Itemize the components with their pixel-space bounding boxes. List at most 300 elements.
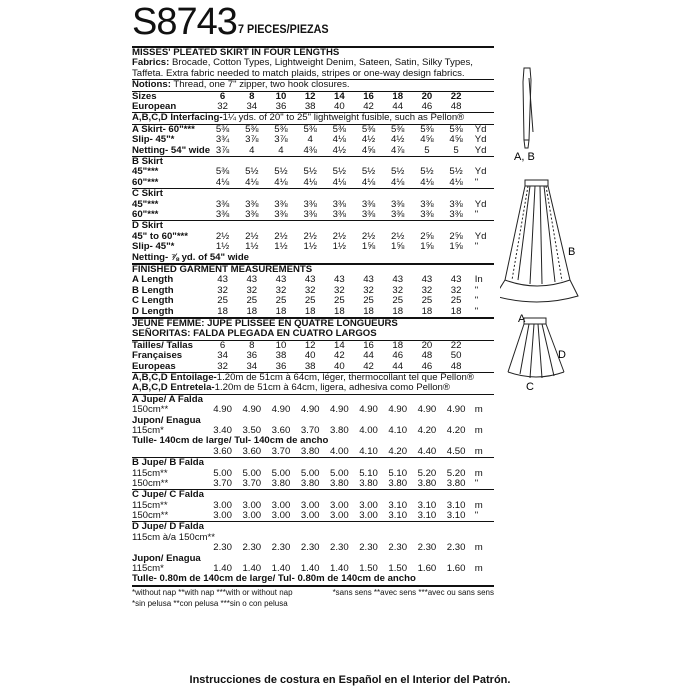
value-cell: 4.90 bbox=[242, 404, 262, 416]
table-row bbox=[132, 146, 494, 156]
value-cell: 48 bbox=[450, 101, 462, 113]
value-cell: 34 bbox=[217, 350, 228, 362]
value-cell: 3⅜ bbox=[420, 208, 434, 220]
unit-cell: m bbox=[474, 467, 483, 479]
unit-cell: m bbox=[474, 445, 483, 457]
value-cell: 3.00 bbox=[271, 499, 291, 511]
value-cell: 5.00 bbox=[330, 467, 349, 479]
value-cell: 3.80 bbox=[388, 477, 408, 489]
unit-cell: Yd bbox=[474, 166, 487, 178]
value-cell: 4.10 bbox=[359, 445, 378, 457]
label-c: C bbox=[526, 381, 534, 390]
a-jupe-section: A Jupe/ A Falda 150cm** 4.90 4.90 4.90 4.90 4.90 4.90 4.90 4.90 4.90 m Jupon/ Enagua 115cm* 3.40 3.50 3.60 3.70 3.80 4.00 4.10 4.20 4.20 m Tulle- 140cm de large/ Tul- 140cm de ancho 3.60 3.60 3.70 3.80 4.00 4.10 4.20 4.40 4.50 m bbox=[132, 395, 494, 457]
value-cell: 25 bbox=[304, 295, 316, 307]
value-cell: 3⅜ bbox=[303, 198, 317, 210]
value-cell: 2.30 bbox=[242, 542, 262, 554]
value-cell: 44 bbox=[392, 360, 404, 372]
table-row bbox=[132, 210, 494, 220]
value-cell: 4.90 bbox=[271, 404, 291, 416]
finished-measurements bbox=[132, 275, 494, 317]
c-jupe-section: C Jupe/ C Falda 115cm** 3.00 3.00 3.00 3.00 3.00 3.00 3.10 3.10 3.10 m 150cm** 3.00 3.00 3.00 3.00 3.00 3.00 3.10 3.10 3.10 " bbox=[132, 490, 494, 521]
francaises-row bbox=[132, 351, 494, 361]
value-cell: 3⅜ bbox=[449, 208, 463, 220]
value-cell: 18 bbox=[304, 305, 316, 317]
value-cell: 3.70 bbox=[271, 445, 291, 457]
value-cell: 5⅜ bbox=[274, 123, 288, 135]
value-cell: 40 bbox=[304, 350, 316, 362]
table-row bbox=[132, 479, 494, 489]
table-row bbox=[132, 564, 494, 574]
unit-cell: " bbox=[474, 295, 479, 307]
unit-cell: " bbox=[474, 241, 479, 253]
table-row bbox=[132, 511, 494, 521]
long-skirt-illustration bbox=[500, 180, 578, 302]
unit-cell: " bbox=[474, 305, 479, 317]
value-cell: 32 bbox=[217, 360, 228, 372]
value-cell: 25 bbox=[450, 295, 462, 307]
row-label: 45"*** bbox=[132, 198, 159, 210]
value-cell: 18 bbox=[246, 305, 258, 317]
notions-text: Thread, one 7" zipper, two hook closures. bbox=[173, 79, 350, 91]
value-cell: 46 bbox=[421, 101, 433, 113]
value-cell: 4⅛ bbox=[391, 176, 405, 188]
d-jupon-rows bbox=[132, 564, 494, 574]
spanish-instructions-note: Instrucciones de costura en Español en el Interior del Patrón. bbox=[189, 674, 511, 686]
pieces-count: 7 PIECES/PIEZAS bbox=[238, 22, 329, 36]
value-cell: 4⅛ bbox=[215, 176, 230, 188]
table-row bbox=[132, 405, 494, 415]
value-cell: 3.80 bbox=[417, 477, 437, 489]
value-cell: 4 bbox=[307, 134, 313, 146]
value-cell: 1⅝ bbox=[449, 241, 463, 253]
value-cell: 3⅜ bbox=[215, 198, 230, 210]
value-cell: 43 bbox=[217, 274, 228, 286]
value-cell: 3⅜ bbox=[361, 198, 376, 210]
unit-cell bbox=[471, 362, 489, 372]
value-cell: 20 bbox=[421, 339, 433, 351]
value-cell: 3.00 bbox=[242, 499, 262, 511]
value-cell: 4⅛ bbox=[420, 176, 434, 188]
unit-cell bbox=[471, 92, 489, 102]
footnotes: *without nap **with nap ***with or without nap *sans sens **avec sens ***avec ou sans sens bbox=[132, 587, 494, 597]
unit-cell: " bbox=[474, 176, 479, 188]
value-cell: 43 bbox=[246, 274, 258, 286]
value-cell: 1½ bbox=[332, 241, 347, 253]
value-cell: 2.30 bbox=[330, 542, 349, 554]
value-cell: 43 bbox=[450, 274, 462, 286]
value-cell: 3.00 bbox=[213, 499, 232, 511]
value-cell: 1.40 bbox=[213, 563, 232, 575]
value-cell: 4½ bbox=[391, 134, 405, 146]
unit-cell: Yd bbox=[474, 134, 487, 146]
row-label: Europeas bbox=[132, 360, 176, 372]
value-cell: 14 bbox=[334, 90, 345, 102]
value-cell: 4.00 bbox=[330, 445, 349, 457]
unit-cell: m bbox=[474, 499, 483, 511]
value-cell: 1.50 bbox=[388, 563, 408, 575]
unit-cell: Yd bbox=[474, 230, 487, 242]
value-cell: 2.30 bbox=[417, 542, 437, 554]
value-cell: 5⅜ bbox=[215, 166, 230, 178]
value-cell: 32 bbox=[275, 284, 287, 296]
value-cell: 4⅛ bbox=[274, 176, 288, 188]
value-cell: 1.60 bbox=[417, 563, 437, 575]
value-cell: 3⅞ bbox=[215, 144, 230, 156]
value-cell: 2.30 bbox=[359, 542, 378, 554]
value-cell: 14 bbox=[334, 339, 345, 351]
value-cell: 12 bbox=[304, 339, 316, 351]
value-cell: 32 bbox=[304, 284, 316, 296]
value-cell: 4½ bbox=[361, 134, 376, 146]
value-cell: 32 bbox=[217, 284, 228, 296]
row-label: 150cm** bbox=[132, 510, 169, 522]
row-label: B Length bbox=[132, 284, 174, 296]
unit-cell: m bbox=[474, 404, 483, 416]
row-label: 45" to 60"*** bbox=[132, 230, 189, 242]
value-cell: 38 bbox=[304, 360, 316, 372]
unit-cell: Yd bbox=[474, 123, 487, 135]
value-cell: 4⅛ bbox=[245, 176, 259, 188]
interfacing-text: 1¼ yds. of 20" to 25" lightweight fusible, such as Pellon® bbox=[222, 113, 465, 124]
value-cell: 3.50 bbox=[242, 424, 262, 436]
b-jupe-section: B Jupe/ B Falda 115cm** 5.00 5.00 5.00 5.00 5.00 5.10 5.10 5.20 5.20 m 150cm** 3.70 3.70 3.80 3.80 3.80 3.80 3.80 3.80 3.80 " bbox=[132, 458, 494, 489]
value-cell: 44 bbox=[392, 101, 404, 113]
value-cell: 3.80 bbox=[300, 477, 320, 489]
value-cell: 32 bbox=[217, 101, 228, 113]
value-cell: 43 bbox=[275, 274, 287, 286]
value-cell: 3.80 bbox=[359, 477, 378, 489]
value-cell: 3⅜ bbox=[332, 208, 347, 220]
value-cell: 4½ bbox=[332, 144, 347, 156]
value-cell: 8 bbox=[249, 339, 255, 351]
value-cell: 3.00 bbox=[213, 510, 232, 522]
value-cell: 5½ bbox=[303, 166, 317, 178]
value-cell: 10 bbox=[275, 339, 287, 351]
value-cell: 5⅜ bbox=[245, 123, 259, 135]
fabrics-text: Brocade, Cotton Types, Lightweight Denim, Sateen, Satin, Silky Types, Taffeta. Extra fabric needed to match plaids, stripes or one-way design fabrics. bbox=[132, 57, 473, 79]
value-cell: 2½ bbox=[332, 230, 347, 242]
row-label: C Length bbox=[132, 295, 174, 307]
value-cell: 32 bbox=[450, 284, 462, 296]
value-cell: 5⅜ bbox=[215, 123, 230, 135]
value-cell: 50 bbox=[450, 350, 462, 362]
european-row bbox=[132, 102, 494, 112]
value-cell: 18 bbox=[217, 305, 228, 317]
value-cell: 1½ bbox=[274, 241, 288, 253]
value-cell: 5.00 bbox=[242, 467, 262, 479]
value-cell: 5.10 bbox=[388, 467, 408, 479]
value-cell: 3.60 bbox=[242, 445, 262, 457]
row-label: 150cm** bbox=[132, 404, 169, 416]
value-cell: 2⅝ bbox=[420, 230, 434, 242]
value-cell: 2½ bbox=[245, 230, 259, 242]
value-cell: 5½ bbox=[391, 166, 405, 178]
notions-block: Notions: Thread, one 7" zipper, two hook closures. bbox=[132, 79, 350, 91]
value-cell: 18 bbox=[392, 339, 404, 351]
section-title: B Skirt bbox=[132, 155, 163, 167]
value-cell: 3.10 bbox=[446, 510, 466, 522]
value-cell: 1.40 bbox=[242, 563, 262, 575]
value-cell: 4⅞ bbox=[391, 144, 405, 156]
row-label: Slip- 45"* bbox=[132, 134, 175, 146]
value-cell: 36 bbox=[275, 101, 287, 113]
row-label: Tailles/ Tallas bbox=[132, 339, 193, 351]
value-cell: 16 bbox=[363, 90, 374, 102]
value-cell: 2½ bbox=[391, 230, 405, 242]
value-cell: 3.00 bbox=[330, 510, 349, 522]
value-cell: 4⅜ bbox=[303, 144, 317, 156]
value-cell: 3⅜ bbox=[332, 198, 347, 210]
value-cell: 44 bbox=[363, 350, 374, 362]
value-cell: 3⅜ bbox=[391, 198, 405, 210]
value-cell: 5.10 bbox=[359, 467, 378, 479]
value-cell: 43 bbox=[363, 274, 374, 286]
value-cell: 42 bbox=[363, 101, 374, 113]
value-cell: 4.20 bbox=[388, 445, 408, 457]
value-cell: 5.00 bbox=[300, 467, 320, 479]
value-cell: 32 bbox=[421, 284, 433, 296]
value-cell: 5⅜ bbox=[361, 123, 376, 135]
value-cell: 3.10 bbox=[388, 510, 408, 522]
value-cell: 4⅛ bbox=[449, 176, 463, 188]
row-label: A Skirt- 60"*** bbox=[132, 123, 195, 135]
value-cell: 18 bbox=[392, 90, 404, 102]
value-cell: 1.40 bbox=[300, 563, 320, 575]
value-cell: 18 bbox=[450, 305, 462, 317]
unit-cell: m bbox=[474, 424, 483, 436]
value-cell: 18 bbox=[275, 305, 287, 317]
value-cell: 22 bbox=[450, 339, 462, 351]
value-cell: 3.70 bbox=[242, 477, 262, 489]
value-cell: 4⅝ bbox=[420, 134, 434, 146]
value-cell: 5½ bbox=[332, 166, 347, 178]
value-cell: 3.80 bbox=[300, 445, 320, 457]
value-cell: 4.10 bbox=[388, 424, 408, 436]
value-cell: 3⅜ bbox=[274, 198, 288, 210]
table-row bbox=[132, 447, 494, 457]
row-label: 60"*** bbox=[132, 208, 159, 220]
value-cell: 3⅜ bbox=[245, 208, 259, 220]
value-cell: 32 bbox=[392, 284, 404, 296]
row-label: Slip- 45"* bbox=[132, 241, 175, 253]
value-cell: 3⅜ bbox=[361, 208, 376, 220]
value-cell: 1½ bbox=[215, 241, 230, 253]
value-cell: 4.00 bbox=[359, 424, 378, 436]
english-title: MISSES' PLEATED SKIRT IN FOUR LENGTHS bbox=[132, 47, 340, 58]
value-cell: 2½ bbox=[303, 230, 317, 242]
value-cell: 42 bbox=[363, 360, 374, 372]
value-cell: 5⅜ bbox=[303, 123, 317, 135]
row-label: 115cm** bbox=[132, 499, 168, 511]
value-cell: 25 bbox=[363, 295, 374, 307]
value-cell: 3⅜ bbox=[449, 198, 463, 210]
row-label: D Length bbox=[132, 305, 174, 317]
value-cell: 1⅝ bbox=[420, 241, 434, 253]
d-jupe-section: D Jupe/ D Falda 115cm à/a 150cm** 2.30 2.30 2.30 2.30 2.30 2.30 2.30 2.30 2.30 m Jupon/ Enagua 115cm* 1.40 1.40 1.40 1.40 1.40 1.50 1.50 1.60 1.60 m Tulle- 0.80m de 140cm de large/ Tul- 0.80m de 140cm de ancho bbox=[132, 522, 494, 584]
value-cell: 43 bbox=[392, 274, 404, 286]
value-cell: 4.90 bbox=[446, 404, 466, 416]
unit-cell: " bbox=[474, 510, 479, 522]
value-cell: 4.20 bbox=[417, 424, 437, 436]
value-cell: 32 bbox=[363, 284, 374, 296]
value-cell: 40 bbox=[334, 101, 345, 113]
value-cell: 3.80 bbox=[271, 477, 291, 489]
value-cell: 32 bbox=[334, 284, 345, 296]
value-cell: 3⅜ bbox=[274, 208, 288, 220]
label-a: A bbox=[518, 313, 526, 325]
table-row bbox=[132, 426, 494, 436]
row-label: Netting- 54" wide bbox=[132, 144, 211, 156]
value-cell: 2.30 bbox=[213, 542, 232, 554]
table-row bbox=[132, 178, 494, 188]
value-cell: 25 bbox=[246, 295, 258, 307]
table-row bbox=[132, 242, 494, 252]
value-cell: 3.60 bbox=[271, 424, 291, 436]
value-cell: 18 bbox=[392, 305, 404, 317]
table-row bbox=[132, 307, 494, 317]
c-skirt-section bbox=[132, 189, 494, 220]
table-row bbox=[132, 125, 494, 135]
row-label: Françaises bbox=[132, 350, 183, 362]
value-cell: 18 bbox=[334, 305, 345, 317]
value-cell: 6 bbox=[219, 339, 226, 351]
interfacing-label: A,B,C,D Interfacing- bbox=[132, 113, 223, 124]
c-jupe-rows bbox=[132, 501, 494, 522]
row-label: 115cm* bbox=[132, 563, 164, 575]
value-cell: 3.80 bbox=[446, 477, 466, 489]
value-cell: 3⅞ bbox=[274, 134, 288, 146]
value-cell: 10 bbox=[275, 90, 287, 102]
europeas-row bbox=[132, 362, 494, 372]
d-skirt-section bbox=[132, 221, 494, 252]
value-cell: 25 bbox=[392, 295, 404, 307]
value-cell: 4.20 bbox=[446, 424, 466, 436]
value-cell: 5½ bbox=[420, 166, 434, 178]
value-cell: 4.90 bbox=[300, 404, 320, 416]
value-cell: 1.40 bbox=[271, 563, 291, 575]
row-label: 60"*** bbox=[132, 176, 159, 188]
unit-cell: In bbox=[474, 274, 483, 286]
value-cell: 5½ bbox=[449, 166, 463, 178]
a-jupe-rows bbox=[132, 405, 494, 415]
value-cell: 1.50 bbox=[359, 563, 378, 575]
unit-cell: " bbox=[474, 208, 479, 220]
value-cell: 3.00 bbox=[300, 499, 320, 511]
value-cell: 4 bbox=[249, 144, 255, 156]
a-jupon-rows bbox=[132, 426, 494, 436]
value-cell: 36 bbox=[275, 360, 287, 372]
value-cell: 22 bbox=[450, 90, 462, 102]
value-cell: 3⅜ bbox=[391, 208, 405, 220]
value-cell: 4⅛ bbox=[361, 176, 376, 188]
row-label: A Length bbox=[132, 274, 174, 286]
value-cell: 2½ bbox=[361, 230, 376, 242]
unit-cell: " bbox=[474, 284, 479, 296]
value-cell: 48 bbox=[450, 360, 462, 372]
value-cell: 5⅜ bbox=[391, 123, 405, 135]
value-cell: 3⅜ bbox=[420, 198, 434, 210]
row-label: Sizes bbox=[132, 90, 157, 102]
row-label bbox=[132, 447, 208, 457]
value-cell: 1½ bbox=[245, 241, 259, 253]
pattern-envelope-text: MISSES' PLEATED SKIRT IN FOUR LENGTHS Fabrics: Brocade, Cotton Types, Lightweight Denim, Sateen, Satin, Silky Types, Taffeta. Extra fabric needed to match plaids, stripes or one-way design fabrics. Notions: Thread, one 7" zipper, two hook closures. Sizes 6 8 10 12 14 16 18 20 22 European 32 34 36 38 40 42 44 46 48 A,B,C,D Interfacing-1¼ yds. of 20" to 25" lightweight fusible, such as Pellon® A Skirt- 60"*** 5⅜ 5⅜ 5⅜ 5⅜ 5⅜ 5⅜ 5⅜ 5⅜ 5⅜ Yd Slip- 45"* 3¾ 3⅞ 3⅞ 4 4⅛ 4½ 4½ 4⅝ 4⅝ Yd Netting- 54" wide 3⅞ 4 4 4⅜ 4½ 4⅝ 4⅞ 5 5 Yd B Skirt 45"*** 5⅜ 5½ 5½ 5½ 5½ 5½ 5½ 5½ 5½ Yd 60"*** 4⅛ 4⅛ 4⅛ 4⅛ 4⅛ 4⅛ 4⅛ 4⅛ 4⅛ " C Skirt 45"*** 3⅜ 3⅜ 3⅜ 3⅜ 3⅜ 3⅜ 3⅜ 3⅜ 3⅜ Yd 60"*** 3⅜ 3⅜ 3⅜ 3⅜ 3⅜ 3⅜ 3⅜ 3⅜ 3⅜ " D Skirt 45" to 60"*** 2½ 2½ 2½ 2½ 2½ 2½ 2½ 2⅝ 2⅝ Yd Slip- 45"* 1½ 1½ 1½ 1½ 1½ 1⅝ 1⅝ 1⅝ 1⅝ " Netting- ⅞ yd. of 54" wide FINISHED GARMENT MEASUREMENTS A Length 43 43 43 43 43 43 43 43 43 In B Length 32 32 32 32 32 32 32 32 32 " C Length 25 25 25 25 25 25 25 25 25 " D Length 18 18 18 18 18 18 18 18 18 " JEUNE FEMME: JUPE PLISSÉE EN QUATRE LONGUEURS SEÑORITAS: FALDA PLEGADA EN CUATRO LARGOS Tailles/ Tallas 6 8 10 12 14 16 18 20 22 Françaises 34 36 38 40 42 44 46 48 50 Europeas 32 34 36 38 40 42 44 46 48 A,B,C,D Entoilage-1.20m de 51cm à 64cm, léger, thermocollant tel que Pellon® A,B,C,D Entretela-1.20m de 51cm à 64cm, ligera, adhesiva como Pellon® A Jupe/ A Falda 150cm** 4.90 4.90 4.90 4.90 4.90 4.90 4.90 4.90 4.90 m Jupon/ Enagua 115cm* 3.40 3.50 3.60 3.70 3.80 4.00 4.10 4.20 4.20 m Tulle- 140cm de large/ Tul- 140cm de ancho 3.60 3.60 3.70 3.80 4.00 4.10 4.20 4.40 4.50 m B Jupe/ B Falda 115cm** 5.00 5.00 5.00 5.00 5.00 5.10 5.10 5.20 5.20 m 150cm** 3.70 3.70 3.80 3.80 3.80 3.80 3.80 3.80 3.80 " C Jupe/ C Falda 115cm** 3.00 3.00 3.00 3.00 3.00 3.00 3.10 3.10 3.10 m 150cm** 3.00 3.00 3.00 3.00 3.00 3.00 3.10 3.10 3.10 " D Jupe/ D Falda 115cm à/a 150cm** 2.30 2.30 2.30 2.30 2.30 2.30 2.30 2.30 2.30 m Jupon/ Enagua 115cm* 1.40 1.40 1.40 1.40 1.40 1.50 1.50 1.60 1.60 m Tulle- 0.80m de 140cm de large/ Tul- 0.80m de 140cm de ancho *without nap **with nap ***with or without nap *sans sens **avec sens ***avec ou sans sens *sin pelusa **con pelusa ***sin o con pelusa bbox=[132, 47, 494, 609]
value-cell: 40 bbox=[334, 360, 345, 372]
value-cell: 5½ bbox=[274, 166, 288, 178]
skirt-illustrations bbox=[500, 60, 700, 390]
value-cell: 5.00 bbox=[213, 467, 232, 479]
value-cell: 2.30 bbox=[388, 542, 408, 554]
value-cell: 3⅜ bbox=[303, 208, 317, 220]
value-cell: 3.00 bbox=[271, 510, 291, 522]
value-cell: 4.90 bbox=[388, 404, 408, 416]
value-cell: 8 bbox=[249, 90, 255, 102]
value-cell: 3.70 bbox=[300, 424, 320, 436]
value-cell: 5.20 bbox=[417, 467, 437, 479]
a-tulle-rows bbox=[132, 447, 494, 457]
unit-cell bbox=[471, 351, 489, 361]
value-cell: 3⅜ bbox=[215, 208, 230, 220]
value-cell: 16 bbox=[363, 339, 374, 351]
value-cell: 3.00 bbox=[242, 510, 262, 522]
value-cell: 4⅛ bbox=[303, 176, 317, 188]
fabrics-block: Fabrics: Brocade, Cotton Types, Lightweight Denim, Sateen, Satin, Silky Types, Taffeta. Extra fabric needed to match plaids, stripes or one-way design fabrics. bbox=[132, 57, 473, 79]
a-skirt-section bbox=[132, 125, 494, 156]
value-cell: 38 bbox=[275, 350, 287, 362]
value-cell: 48 bbox=[421, 350, 433, 362]
label-ab: A, B bbox=[514, 151, 535, 163]
unit-cell: m bbox=[474, 542, 483, 554]
value-cell: 3.10 bbox=[417, 499, 437, 511]
value-cell: 4.40 bbox=[417, 445, 437, 457]
value-cell: 18 bbox=[421, 305, 433, 317]
label-d: D bbox=[558, 349, 566, 361]
value-cell: 4⅛ bbox=[332, 176, 347, 188]
value-cell: 3.00 bbox=[330, 499, 349, 511]
value-cell: 36 bbox=[246, 350, 258, 362]
value-cell: 2⅝ bbox=[449, 230, 463, 242]
value-cell: 25 bbox=[334, 295, 345, 307]
value-cell: 42 bbox=[334, 350, 345, 362]
value-cell: 1.60 bbox=[446, 563, 466, 575]
value-cell: 3.00 bbox=[300, 510, 320, 522]
value-cell: 3.10 bbox=[446, 499, 466, 511]
value-cell: 2.30 bbox=[271, 542, 291, 554]
value-cell: 3.10 bbox=[417, 510, 437, 522]
value-cell: 34 bbox=[246, 360, 258, 372]
row-label: 45"*** bbox=[132, 166, 159, 178]
value-cell: 43 bbox=[334, 274, 345, 286]
value-cell: 46 bbox=[421, 360, 433, 372]
value-cell: 1⅝ bbox=[361, 241, 376, 253]
value-cell: 46 bbox=[392, 350, 404, 362]
value-cell: 25 bbox=[421, 295, 433, 307]
value-cell: 3⅜ bbox=[245, 198, 259, 210]
value-cell: 4⅝ bbox=[449, 134, 463, 146]
value-cell: 1⅝ bbox=[391, 241, 405, 253]
value-cell: 3.10 bbox=[388, 499, 408, 511]
value-cell: 3⅞ bbox=[245, 134, 259, 146]
value-cell: 25 bbox=[275, 295, 287, 307]
value-cell: 3.00 bbox=[359, 499, 378, 511]
entoilage-text: 1.20m de 51cm à 64cm, léger, thermocollant tel que Pellon® bbox=[216, 372, 474, 383]
value-cell: 5⅜ bbox=[420, 123, 434, 135]
label-b: B bbox=[568, 246, 576, 258]
value-cell: 43 bbox=[304, 274, 316, 286]
unit-cell: " bbox=[474, 477, 479, 489]
b-jupe-rows bbox=[132, 469, 494, 490]
value-cell: 25 bbox=[217, 295, 228, 307]
section-title: C Skirt bbox=[132, 188, 163, 200]
